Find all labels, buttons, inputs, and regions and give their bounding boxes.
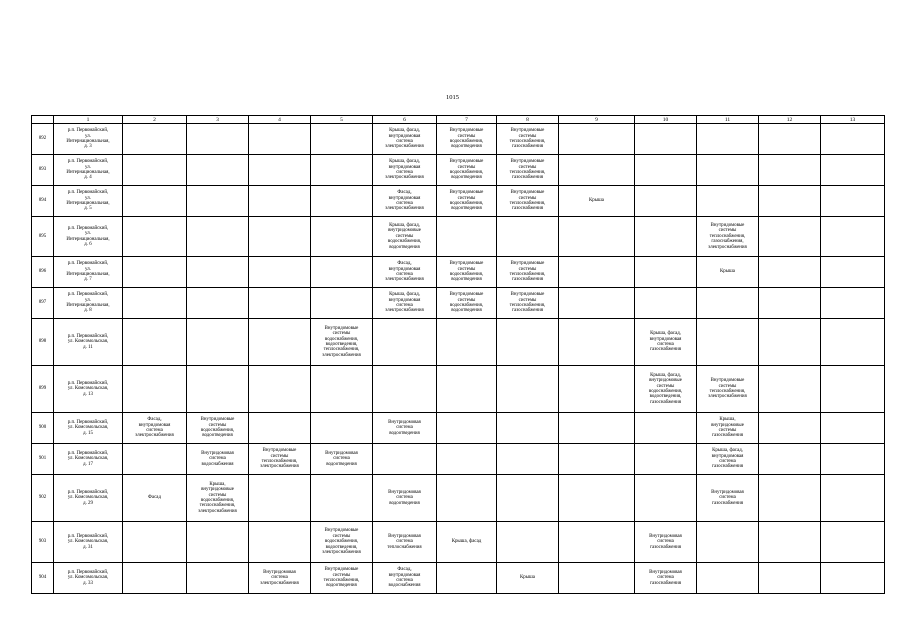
work-cell [497, 522, 559, 563]
work-cell [437, 563, 497, 594]
work-cell [497, 217, 559, 257]
work-cell [123, 366, 187, 413]
column-header: 4 [249, 116, 311, 124]
work-cell: Внутридомовые системы теплоснабжения, газоснабжения [497, 186, 559, 217]
work-cell [437, 366, 497, 413]
work-cell: Крыша, фасад, внутридомовая система газоснабжения [697, 444, 759, 475]
work-cell: Внутридомовые системы водоснабжения, водоотведения [187, 413, 249, 444]
work-cell [249, 366, 311, 413]
address-cell: р.п. Первомайский, ул. Интернациональная, д. 8 [54, 288, 123, 319]
work-cell [249, 257, 311, 288]
work-cell [635, 124, 697, 155]
table-row [32, 366, 885, 413]
column-header: 8 [497, 116, 559, 124]
work-cell [187, 155, 249, 186]
address-cell: р.п. Первомайский, ул. Интернациональная, д. 6 [54, 217, 123, 257]
table-row [32, 288, 885, 319]
table-row [32, 413, 885, 444]
work-cell [759, 522, 821, 563]
work-cell [635, 475, 697, 522]
work-cell [759, 257, 821, 288]
work-cell [821, 288, 885, 319]
work-cell [759, 475, 821, 522]
work-cell [437, 217, 497, 257]
work-cell: Внутридомовые системы теплоснабжения, газоснабжения, электроснабжения [697, 217, 759, 257]
column-header: 7 [437, 116, 497, 124]
work-cell: Внутридомовая система водоотведения [373, 475, 437, 522]
work-cell [759, 563, 821, 594]
work-cell: Внутридомовые системы водоснабжения, водоотведения [437, 155, 497, 186]
address-cell: р.п. Первомайский, ул. Комсомольская, д. 11 [54, 319, 123, 366]
column-header: 10 [635, 116, 697, 124]
work-cell [821, 475, 885, 522]
work-cell: Крыша, фасад, внутридомовая система газоснабжения [635, 319, 697, 366]
works-schedule-table [31, 115, 885, 594]
work-cell: Крыша, внутридомовые системы газоснабжения [697, 413, 759, 444]
row-number: 903 [32, 522, 54, 563]
work-cell [697, 124, 759, 155]
work-cell [635, 257, 697, 288]
work-cell: Крыша, фасад, внутридомовая система электроснабжения [373, 124, 437, 155]
work-cell [559, 563, 635, 594]
work-cell [249, 319, 311, 366]
work-cell: Внутридомовые системы теплоснабжения, электроснабжения [249, 444, 311, 475]
work-cell [437, 475, 497, 522]
work-cell: Внутридомовые системы теплоснабжения, газоснабжения [497, 257, 559, 288]
work-cell [697, 522, 759, 563]
address-cell: р.п. Первомайский, ул. Комсомольская, д. 17 [54, 444, 123, 475]
work-cell [311, 413, 373, 444]
work-cell: Внутридомовые системы теплоснабжения, электроснабжения [697, 366, 759, 413]
work-cell [123, 257, 187, 288]
row-number: 901 [32, 444, 54, 475]
work-cell [187, 522, 249, 563]
work-cell: Внутридомовые системы теплоснабжения, газоснабжения [497, 124, 559, 155]
column-header: 2 [123, 116, 187, 124]
work-cell [249, 475, 311, 522]
row-number: 894 [32, 186, 54, 217]
column-header: 5 [311, 116, 373, 124]
work-cell [759, 124, 821, 155]
work-cell [697, 288, 759, 319]
work-cell: Фасад, внутридомовая система электроснабжения [123, 413, 187, 444]
work-cell [697, 563, 759, 594]
work-cell [249, 155, 311, 186]
work-cell [635, 186, 697, 217]
row-number: 899 [32, 366, 54, 413]
work-cell [559, 366, 635, 413]
work-cell [497, 413, 559, 444]
work-cell [187, 124, 249, 155]
work-cell [559, 319, 635, 366]
work-cell [559, 475, 635, 522]
work-cell [123, 522, 187, 563]
work-cell [123, 319, 187, 366]
work-cell: Внутридомовые системы водоснабжения, водоотведения, теплоснабжения, электроснабжения [311, 319, 373, 366]
work-cell [759, 217, 821, 257]
table-row [32, 319, 885, 366]
row-number: 900 [32, 413, 54, 444]
column-header: 12 [759, 116, 821, 124]
work-cell [123, 288, 187, 319]
work-cell: Крыша, фасад, внутридомовая система электроснабжения [373, 288, 437, 319]
work-cell [437, 444, 497, 475]
work-cell: Фасад [123, 475, 187, 522]
work-cell [821, 257, 885, 288]
work-cell [635, 444, 697, 475]
address-cell: р.п. Первомайский, ул. Комсомольская, д. 29 [54, 475, 123, 522]
work-cell [249, 522, 311, 563]
work-cell [187, 319, 249, 366]
work-cell: Внутридомовые системы теплоснабжения, газоснабжения [497, 288, 559, 319]
work-cell [821, 563, 885, 594]
work-cell [759, 444, 821, 475]
work-cell: Крыша [497, 563, 559, 594]
work-cell [559, 288, 635, 319]
work-cell [249, 413, 311, 444]
work-cell [821, 124, 885, 155]
work-cell [759, 155, 821, 186]
row-number: 897 [32, 288, 54, 319]
work-cell: Внутридомовые системы теплоснабжения, газоснабжения [497, 155, 559, 186]
work-cell [311, 475, 373, 522]
work-cell [821, 522, 885, 563]
work-cell [249, 124, 311, 155]
work-cell [635, 413, 697, 444]
table-row [32, 475, 885, 522]
work-cell: Внутридомовые системы водоснабжения, водоотведения [437, 124, 497, 155]
work-cell: Крыша, фасад [437, 522, 497, 563]
work-cell [821, 186, 885, 217]
column-header: 6 [373, 116, 437, 124]
work-cell [311, 288, 373, 319]
work-cell: Крыша [559, 186, 635, 217]
table-row [32, 563, 885, 594]
work-cell: Крыша, фасад, внутридомовая система электроснабжения [373, 155, 437, 186]
work-cell [249, 186, 311, 217]
header-row [32, 116, 885, 124]
work-cell [187, 288, 249, 319]
work-cell [497, 444, 559, 475]
work-cell [311, 186, 373, 217]
work-cell [759, 186, 821, 217]
work-cell [559, 124, 635, 155]
row-number: 902 [32, 475, 54, 522]
work-cell [497, 366, 559, 413]
work-cell [311, 366, 373, 413]
work-cell: Внутридомовые системы водоснабжения, водоотведения, электроснабжения [311, 522, 373, 563]
work-cell [821, 217, 885, 257]
table-row [32, 186, 885, 217]
work-cell [311, 124, 373, 155]
table-row [32, 257, 885, 288]
address-cell: р.п. Первомайский, ул. Интернациональная, д. 3 [54, 124, 123, 155]
work-cell [123, 155, 187, 186]
work-cell [437, 319, 497, 366]
address-cell: р.п. Первомайский, ул. Комсомольская, д. 15 [54, 413, 123, 444]
work-cell [187, 563, 249, 594]
row-number: 896 [32, 257, 54, 288]
work-cell: Крыша [697, 257, 759, 288]
work-cell: Внутридомовая система водоотведения [311, 444, 373, 475]
row-number: 892 [32, 124, 54, 155]
work-cell [373, 366, 437, 413]
column-header: 1 [54, 116, 123, 124]
work-cell [123, 563, 187, 594]
work-cell [187, 366, 249, 413]
work-cell: Внутридомовые системы водоснабжения, водоотведения [437, 257, 497, 288]
row-number: 895 [32, 217, 54, 257]
work-cell [635, 288, 697, 319]
address-cell: р.п. Первомайский, ул. Комсомольская, д. 31 [54, 522, 123, 563]
address-cell: р.п. Первомайский, ул. Интернациональная, д. 7 [54, 257, 123, 288]
work-cell: Фасад, внутридомовая система водоснабжения [373, 563, 437, 594]
work-cell: Внутридомовая система газоснабжения [697, 475, 759, 522]
work-cell [123, 444, 187, 475]
row-number: 904 [32, 563, 54, 594]
work-cell [559, 413, 635, 444]
column-header [32, 116, 54, 124]
table-row [32, 155, 885, 186]
work-cell [249, 288, 311, 319]
row-number: 898 [32, 319, 54, 366]
work-cell [311, 155, 373, 186]
address-cell: р.п. Первомайский, ул. Интернациональная, д. 5 [54, 186, 123, 217]
work-cell [373, 319, 437, 366]
work-cell: Крыша, фасад, внутридомовые системы водоснабжения, водоотведения [373, 217, 437, 257]
row-number: 893 [32, 155, 54, 186]
table-row [32, 522, 885, 563]
work-cell: Фасад, внутридомовая система электроснабжения [373, 186, 437, 217]
work-cell [559, 217, 635, 257]
work-cell [697, 319, 759, 366]
work-cell: Внутридомовая система теплоснабжения [373, 522, 437, 563]
work-cell [123, 186, 187, 217]
column-header: 13 [821, 116, 885, 124]
work-cell: Внутридомовая система газоснабжения [635, 563, 697, 594]
work-cell [697, 186, 759, 217]
work-cell: Внутридомовая система электроснабжения [249, 563, 311, 594]
work-cell [635, 155, 697, 186]
work-cell [559, 522, 635, 563]
work-cell [759, 319, 821, 366]
column-header: 11 [697, 116, 759, 124]
work-cell: Внутридомовая система водоотведения [373, 413, 437, 444]
work-cell: Внутридомовые системы водоснабжения, водоотведения [437, 288, 497, 319]
work-cell [123, 217, 187, 257]
address-cell: р.п. Первомайский, ул. Комсомольская, д. 33 [54, 563, 123, 594]
work-cell: Фасад, внутридомовая система электроснабжения [373, 257, 437, 288]
column-header: 9 [559, 116, 635, 124]
work-cell [187, 186, 249, 217]
work-cell [635, 217, 697, 257]
work-cell [821, 155, 885, 186]
work-cell [437, 413, 497, 444]
work-cell [697, 155, 759, 186]
work-cell [821, 413, 885, 444]
work-cell [497, 475, 559, 522]
work-cell: Крыша, внутридомовые системы водоснабжения, теплоснабжения, электроснабжения [187, 475, 249, 522]
work-cell [311, 217, 373, 257]
work-cell [559, 257, 635, 288]
work-cell: Внутридомовая система газоснабжения [635, 522, 697, 563]
work-cell [373, 444, 437, 475]
work-cell [759, 413, 821, 444]
address-cell: р.п. Первомайский, ул. Интернациональная, д. 4 [54, 155, 123, 186]
table-row [32, 444, 885, 475]
work-cell [123, 124, 187, 155]
work-cell: Внутридомовая система водоснабжения [187, 444, 249, 475]
work-cell [497, 319, 559, 366]
work-cell [187, 217, 249, 257]
address-cell: р.п. Первомайский, ул. Комсомольская, д. 13 [54, 366, 123, 413]
work-cell [559, 444, 635, 475]
work-cell: Внутридомовые системы теплоснабжения, водоотведения [311, 563, 373, 594]
work-cell [759, 366, 821, 413]
work-cell [821, 319, 885, 366]
table-row [32, 217, 885, 257]
page-number: 1015 [446, 94, 459, 101]
work-cell [821, 366, 885, 413]
work-cell [187, 257, 249, 288]
column-header: 3 [187, 116, 249, 124]
table-row [32, 124, 885, 155]
work-cell [759, 288, 821, 319]
work-cell [311, 257, 373, 288]
work-cell: Внутридомовые системы водоснабжения, водоотведения [437, 186, 497, 217]
work-cell: Крыша, фасад, внутридомовые системы водоснабжения, водоотведения, газоснабжения [635, 366, 697, 413]
work-cell [821, 444, 885, 475]
work-cell [559, 155, 635, 186]
work-cell [249, 217, 311, 257]
